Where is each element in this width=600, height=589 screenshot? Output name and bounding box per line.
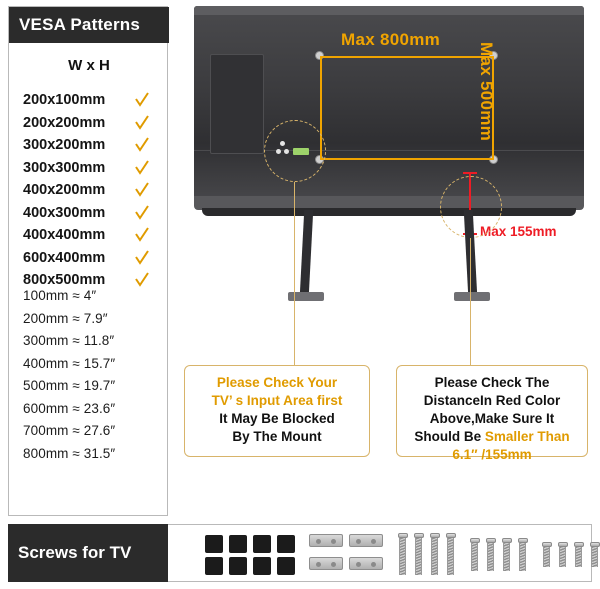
spacer-block	[205, 535, 223, 553]
callout-line: 6.1″ /155mm	[452, 447, 532, 462]
check-mark-icon	[135, 250, 149, 266]
list-item	[23, 134, 163, 157]
list-item	[23, 202, 163, 225]
vesa-size-label: 300x200mm	[23, 137, 106, 154]
port-dot-icon	[280, 141, 285, 146]
vesa-size-label: 300x300mm	[23, 159, 106, 176]
callout-line: It May Be Blocked	[219, 411, 335, 426]
tv-lower-shadow	[202, 208, 576, 216]
screw-shaft-icon	[487, 543, 494, 571]
spacer-block	[277, 535, 295, 553]
callout-line: TV’ s Input Area first	[211, 393, 343, 408]
max-width-dimension-label: Max 800mm	[341, 30, 441, 49]
callout-line: By The Mount	[232, 429, 322, 444]
check-mark-icon	[135, 137, 149, 153]
screw-long	[447, 533, 454, 575]
list-item: 700mm ≈ 27.6″	[23, 423, 116, 438]
screw-shaft-icon	[503, 543, 510, 571]
tv-stand-foot-right	[454, 292, 490, 301]
washer-plate	[309, 557, 343, 570]
screw-shaft-icon	[591, 547, 598, 567]
screw-shaft-icon	[519, 543, 526, 571]
tv-input-ports	[276, 141, 316, 163]
check-mark-icon	[135, 182, 149, 198]
vesa-panel-title: VESA Patterns	[19, 15, 141, 34]
vesa-patterns-panel	[8, 6, 168, 516]
check-mark-icon	[135, 160, 149, 176]
tv-top-edge	[194, 6, 584, 15]
screw-long	[415, 533, 422, 575]
callout-line: Above,Make Sure It	[429, 411, 555, 426]
screw-short	[591, 542, 598, 567]
spacer-block	[229, 535, 247, 553]
spacer-block	[205, 557, 223, 575]
callout-connector-right	[470, 238, 471, 365]
callout-line: Please Check The	[434, 375, 550, 390]
port-dot-icon	[284, 149, 289, 154]
list-item	[23, 224, 163, 247]
screw-shaft-icon	[447, 538, 454, 575]
list-item	[23, 89, 163, 112]
list-item: 600mm ≈ 23.6″	[23, 400, 116, 416]
callout-input-area	[184, 365, 370, 457]
vesa-pattern-list	[23, 89, 163, 292]
check-mark-icon	[135, 115, 149, 131]
callout-line-part: Should Be	[414, 429, 485, 444]
screw-short	[543, 542, 550, 567]
washer-plate	[309, 534, 343, 547]
screw-shaft-icon	[431, 538, 438, 575]
screw-shaft-icon	[543, 547, 550, 567]
washer-plate	[349, 534, 383, 547]
vesa-size-label: 200x200mm	[23, 114, 106, 131]
port-dot-icon	[276, 149, 281, 154]
check-mark-icon	[135, 227, 149, 243]
screw-shaft-icon	[399, 538, 406, 575]
screw-long	[431, 533, 438, 575]
screw-short	[575, 542, 582, 567]
list-item: 800mm ≈ 31.5″	[23, 445, 116, 461]
spacer-block	[229, 557, 247, 575]
list-item: 200mm ≈ 7.9″	[23, 310, 108, 326]
vesa-size-label: 400x300mm	[23, 204, 106, 221]
spacer-block	[253, 557, 271, 575]
list-item: 100mm ≈ 4″	[23, 288, 97, 303]
screw-medium	[519, 538, 526, 571]
list-item	[23, 112, 163, 135]
screws-panel-title-bar	[8, 524, 168, 582]
screw-medium	[471, 538, 478, 571]
check-mark-icon	[135, 205, 149, 221]
check-mark-icon	[135, 92, 149, 108]
list-item: 400mm ≈ 15.7″	[23, 355, 116, 371]
max-depth-label: Max 155mm	[480, 224, 557, 239]
screw-short	[559, 542, 566, 567]
screw-medium	[503, 538, 510, 571]
vesa-size-label: 200x100mm	[23, 92, 106, 109]
washer-plate	[349, 557, 383, 570]
tv-stand-leg-left	[300, 210, 314, 296]
vesa-column-header: W x H	[68, 57, 110, 74]
max-height-dimension-label: Max 500mm	[477, 42, 496, 142]
callout-line: Please Check Your	[216, 375, 338, 390]
screw-shaft-icon	[415, 538, 422, 575]
vesa-panel-title-bar	[9, 7, 169, 43]
list-item: 500mm ≈ 19.7″	[23, 378, 116, 393]
callout-line-emphasis: Smaller Than	[484, 429, 570, 444]
vesa-size-label: 400x400mm	[23, 227, 106, 244]
tv-recessed-panel	[210, 54, 264, 154]
vesa-size-label: 400x200mm	[23, 182, 106, 199]
screw-shaft-icon	[471, 543, 478, 571]
spacer-block	[253, 535, 271, 553]
screws-panel-title: Screws for TV	[18, 543, 132, 562]
list-item	[23, 157, 163, 180]
callout-line: DistanceIn Red Color	[423, 393, 561, 408]
port-connector-icon	[293, 148, 309, 155]
vesa-size-label: 800x500mm	[23, 272, 106, 289]
screw-medium	[487, 538, 494, 571]
screw-long	[399, 533, 406, 575]
screw-shaft-icon	[559, 547, 566, 567]
spacer-block	[277, 557, 295, 575]
list-item	[23, 247, 163, 270]
list-item	[23, 179, 163, 202]
callout-line-mixed	[403, 428, 581, 446]
unit-conversion-list	[23, 285, 165, 465]
screw-shaft-icon	[575, 547, 582, 567]
vesa-measurement-rectangle	[320, 56, 494, 160]
vesa-size-label: 600x400mm	[23, 249, 106, 266]
callout-connector-left	[294, 182, 295, 365]
callout-depth-check	[396, 365, 588, 462]
list-item: 300mm ≈ 11.8″	[23, 333, 115, 348]
tv-diagram	[176, 0, 600, 330]
